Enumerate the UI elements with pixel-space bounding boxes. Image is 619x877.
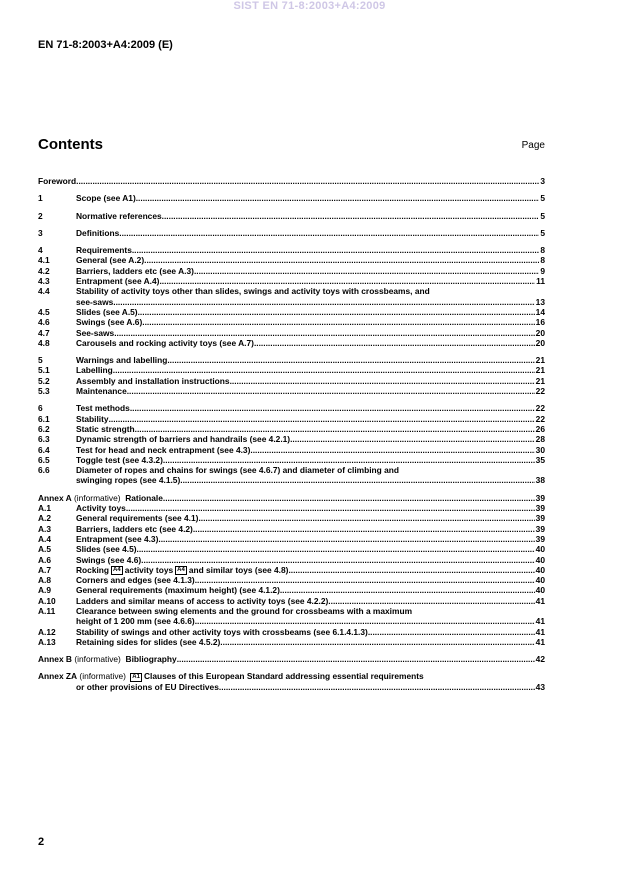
toc-entry-a-9[interactable]: A.9 General requirements (maximum height) (see 4.1.2) ..... 40 <box>38 585 545 595</box>
toc-entry-a-4[interactable]: A.4 Entrapment (see 4.3) ..... 39 <box>38 534 545 544</box>
toc-entry-a-8[interactable]: A.8 Corners and edges (see 4.1.3) ..... 40 <box>38 575 545 585</box>
document-id: EN 71-8:2003+A4:2009 (E) <box>38 39 173 51</box>
toc-entry-6-1[interactable]: 6.1 Stability ..... 22 <box>38 414 545 424</box>
toc-entry-annex-b[interactable]: Annex B (informative) Bibliography ..... 42 <box>38 654 545 664</box>
toc-entry-a-7[interactable]: A.7 Rocking A4 activity toys A4 and similar toys (see 4.8) ..... 40 <box>38 565 545 575</box>
toc-entry-6[interactable]: 6 Test methods ..... 22 <box>38 403 545 413</box>
toc-entry-a-2[interactable]: A.2 General requirements (see 4.1) ..... 39 <box>38 513 545 523</box>
toc-entry-3[interactable]: 3 Definitions ..... 5 <box>38 228 545 238</box>
toc-entry-4-4-line1[interactable]: 4.4 Stability of activity toys other than slides, swings and activity toys with crossbeams, and <box>38 286 430 297</box>
toc-entry-5-3[interactable]: 5.3 Maintenance ..... 22 <box>38 386 545 396</box>
toc-entry-annex-a[interactable]: Annex A (informative) Rationale ..... 39 <box>38 493 545 503</box>
toc-entry-a-1[interactable]: A.1 Activity toys ..... 39 <box>38 503 545 513</box>
toc-entry-4-4-line2[interactable]: see-saws ..... 13 <box>38 297 545 307</box>
toc-entry-a-11-line1[interactable]: A.11 Clearance between swing elements and the ground for crossbeams with a maximum <box>38 605 413 616</box>
toc-entry-6-4[interactable]: 6.4 Test for head and neck entrapment (see 4.3) ..... 30 <box>38 445 545 455</box>
toc-entry-2[interactable]: 2 Normative references ..... 5 <box>38 211 545 221</box>
toc-entry-6-3[interactable]: 6.3 Dynamic strength of barriers and handrails (see 4.2.1) ..... 28 <box>38 434 545 444</box>
toc-entry-foreword[interactable]: Foreword ..... 3 <box>38 176 545 186</box>
toc-entry-5-2[interactable]: 5.2 Assembly and installation instructions ..... 21 <box>38 376 545 386</box>
toc-entry-4-3[interactable]: 4.3 Entrapment (see A.4) ..... 11 <box>38 276 545 286</box>
contents-title: Contents <box>38 136 103 153</box>
toc-entry-a-5[interactable]: A.5 Slides (see 4.5) ..... 40 <box>38 544 545 554</box>
toc-entry-6-6-line1[interactable]: 6.6 Diameter of ropes and chains for swings (see 4.6.7) and diameter of climbing and <box>38 465 399 476</box>
table-of-contents <box>38 176 545 692</box>
page-column-label: Page <box>521 140 545 151</box>
toc-entry-6-5[interactable]: 6.5 Toggle test (see 4.3.2) ..... 35 <box>38 455 545 465</box>
toc-entry-6-2[interactable]: 6.2 Static strength ..... 26 <box>38 424 545 434</box>
toc-entry-4-6[interactable]: 4.6 Swings (see A.6) ..... 16 <box>38 317 545 327</box>
toc-entry-a-11-line2[interactable]: height of 1 200 mm (see 4.6.6) ..... 41 <box>38 616 545 626</box>
toc-entry-annex-za-line1[interactable]: Annex ZA (informative) A1 Clauses of this European Standard addressing essential requirements <box>38 671 424 682</box>
toc-entry-4-1[interactable]: 4.1 General (see A.2) ..... 8 <box>38 255 545 265</box>
toc-entry-a-13[interactable]: A.13 Retaining sides for slides (see 4.5.2) ..... 41 <box>38 637 545 647</box>
watermark: SIST EN 71-8:2003+A4:2009 <box>233 0 386 12</box>
toc-entry-4-8[interactable]: 4.8 Carousels and rocking activity toys (see A.7) ..... 20 <box>38 338 545 348</box>
amendment-start-marker: A1 <box>132 673 140 680</box>
toc-entry-5[interactable]: 5 Warnings and labelling ..... 21 <box>38 355 545 365</box>
amendment-start-marker: A4 <box>113 567 121 574</box>
toc-entry-a-12[interactable]: A.12 Stability of swings and other activity toys with crossbeams (see 6.1.4.1.3) ..... 41 <box>38 627 545 637</box>
toc-entry-4-2[interactable]: 4.2 Barriers, ladders etc (see A.3) ..... 9 <box>38 266 545 276</box>
toc-entry-annex-za-line2[interactable]: or other provisions of EU Directives ..... 43 <box>38 682 545 692</box>
page-number: 2 <box>38 836 45 848</box>
toc-entry-1[interactable]: 1 Scope (see A1) ..... 5 <box>38 193 545 203</box>
toc-entry-4-5[interactable]: 4.5 Slides (see A.5) ..... 14 <box>38 307 545 317</box>
toc-entry-5-1[interactable]: 5.1 Labelling ..... 21 <box>38 365 545 375</box>
toc-entry-4-7[interactable]: 4.7 See-saws ..... 20 <box>38 328 545 338</box>
amendment-end-marker: A4 <box>177 567 185 574</box>
toc-entry-a-10[interactable]: A.10 Ladders and similar means of access to activity toys (see 4.2.2) ..... 41 <box>38 596 545 606</box>
toc-entry-6-6-line2[interactable]: swinging ropes (see 4.1.5) ..... 38 <box>38 475 545 485</box>
toc-entry-4[interactable]: 4 Requirements ..... 8 <box>38 245 545 255</box>
toc-entry-a-6[interactable]: A.6 Swings (see 4.6) ..... 40 <box>38 555 545 565</box>
toc-entry-a-3[interactable]: A.3 Barriers, ladders etc (see 4.2) ..... 39 <box>38 524 545 534</box>
